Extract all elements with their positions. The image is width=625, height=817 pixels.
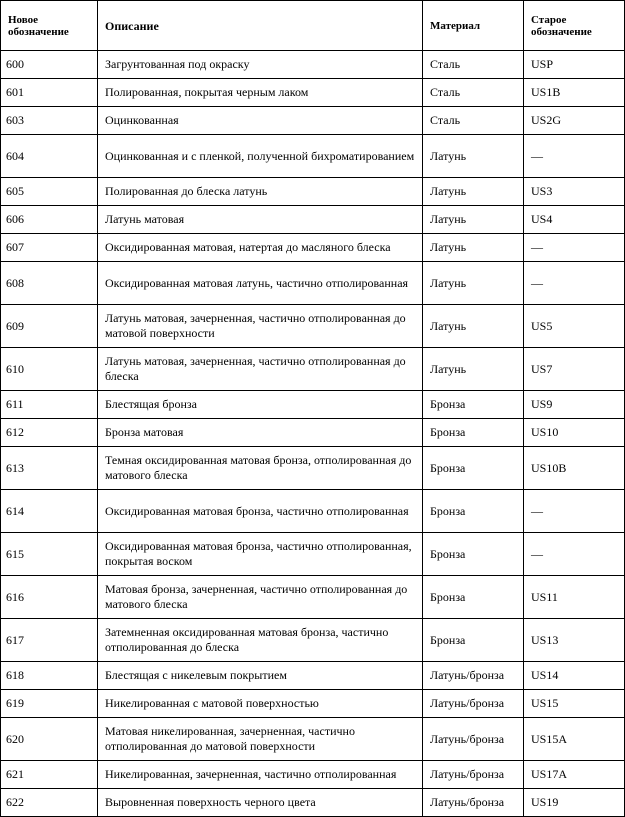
table-row	[1, 447, 625, 490]
cell-old-code: US2G	[524, 107, 625, 135]
cell-material: Латунь/бронза	[423, 718, 524, 761]
cell-description: Загрунтованная под окраску	[98, 51, 423, 79]
cell-material: Латунь	[423, 305, 524, 348]
cell-material: Бронза	[423, 490, 524, 533]
cell-new-code: 612	[1, 419, 98, 447]
cell-description: Никелированная с матовой поверхностью	[98, 690, 423, 718]
cell-material: Бронза	[423, 391, 524, 419]
cell-material: Сталь	[423, 107, 524, 135]
cell-old-code: USP	[524, 51, 625, 79]
cell-material: Латунь	[423, 206, 524, 234]
table-row	[1, 690, 625, 718]
cell-old-code: US19	[524, 789, 625, 817]
table-row	[1, 619, 625, 662]
cell-old-code: —	[524, 135, 625, 178]
cell-new-code: 613	[1, 447, 98, 490]
cell-material: Латунь/бронза	[423, 789, 524, 817]
cell-new-code: 607	[1, 234, 98, 262]
cell-description: Оксидированная матовая бронза, частично отполированная, покрытая воском	[98, 533, 423, 576]
cell-old-code: US1B	[524, 79, 625, 107]
cell-material: Бронза	[423, 419, 524, 447]
cell-description: Матовая бронза, зачерненная, частично отполированная до матового блеска	[98, 576, 423, 619]
cell-description: Блестящая бронза	[98, 391, 423, 419]
cell-new-code: 605	[1, 178, 98, 206]
cell-old-code: US15	[524, 690, 625, 718]
cell-old-code: —	[524, 234, 625, 262]
cell-description: Полированная до блеска латунь	[98, 178, 423, 206]
header-description: Описание	[98, 1, 423, 51]
cell-material: Бронза	[423, 619, 524, 662]
cell-old-code: US17A	[524, 761, 625, 789]
cell-description: Выровненная поверхность черного цвета	[98, 789, 423, 817]
table-row	[1, 662, 625, 690]
table-row	[1, 51, 625, 79]
cell-new-code: 601	[1, 79, 98, 107]
cell-material: Латунь	[423, 262, 524, 305]
cell-old-code: US15A	[524, 718, 625, 761]
cell-material: Бронза	[423, 576, 524, 619]
cell-description: Оцинкованная и с пленкой, полученной бихроматированием	[98, 135, 423, 178]
table-row	[1, 419, 625, 447]
table-row	[1, 135, 625, 178]
table-row	[1, 107, 625, 135]
table-row	[1, 348, 625, 391]
table-row	[1, 490, 625, 533]
cell-description: Латунь матовая, зачерненная, частично отполированная до блеска	[98, 348, 423, 391]
header-old-code: Старое обозначение	[524, 1, 625, 51]
cell-old-code: —	[524, 490, 625, 533]
cell-material: Латунь/бронза	[423, 662, 524, 690]
cell-new-code: 615	[1, 533, 98, 576]
cell-old-code: US4	[524, 206, 625, 234]
cell-material: Латунь	[423, 234, 524, 262]
header-material: Материал	[423, 1, 524, 51]
cell-new-code: 618	[1, 662, 98, 690]
cell-material: Сталь	[423, 79, 524, 107]
table-row	[1, 234, 625, 262]
cell-new-code: 608	[1, 262, 98, 305]
cell-new-code: 606	[1, 206, 98, 234]
cell-old-code: —	[524, 533, 625, 576]
cell-old-code: US13	[524, 619, 625, 662]
cell-old-code: US5	[524, 305, 625, 348]
cell-description: Латунь матовая, зачерненная, частично отполированная до матовой поверхности	[98, 305, 423, 348]
table-row	[1, 262, 625, 305]
cell-old-code: US3	[524, 178, 625, 206]
header-row	[1, 1, 625, 51]
cell-material: Латунь/бронза	[423, 761, 524, 789]
cell-description: Бронза матовая	[98, 419, 423, 447]
table-row	[1, 79, 625, 107]
cell-new-code: 622	[1, 789, 98, 817]
cell-new-code: 617	[1, 619, 98, 662]
table-row	[1, 391, 625, 419]
cell-new-code: 604	[1, 135, 98, 178]
cell-new-code: 610	[1, 348, 98, 391]
cell-new-code: 614	[1, 490, 98, 533]
cell-description: Затемненная оксидированная матовая бронза, частично отполированная до блеска	[98, 619, 423, 662]
cell-new-code: 621	[1, 761, 98, 789]
cell-new-code: 616	[1, 576, 98, 619]
cell-description: Темная оксидированная матовая бронза, отполированная до матового блеска	[98, 447, 423, 490]
cell-description: Оксидированная матовая, натертая до масляного блеска	[98, 234, 423, 262]
cell-old-code: US10	[524, 419, 625, 447]
table-row	[1, 305, 625, 348]
cell-description: Оксидированная матовая бронза, частично отполированная	[98, 490, 423, 533]
cell-material: Латунь/бронза	[423, 690, 524, 718]
cell-description: Блестящая с никелевым покрытием	[98, 662, 423, 690]
cell-material: Латунь	[423, 178, 524, 206]
cell-material: Бронза	[423, 533, 524, 576]
table-row	[1, 789, 625, 817]
header-new-code: Новое обозначение	[1, 1, 98, 51]
cell-new-code: 609	[1, 305, 98, 348]
table-row	[1, 576, 625, 619]
cell-material: Бронза	[423, 447, 524, 490]
cell-description: Полированная, покрытая черным лаком	[98, 79, 423, 107]
table-row	[1, 718, 625, 761]
cell-old-code: —	[524, 262, 625, 305]
cell-new-code: 619	[1, 690, 98, 718]
cell-new-code: 603	[1, 107, 98, 135]
table-row	[1, 178, 625, 206]
cell-old-code: US11	[524, 576, 625, 619]
cell-description: Матовая никелированная, зачерненная, частично отполированная до матовой поверхности	[98, 718, 423, 761]
cell-old-code: US7	[524, 348, 625, 391]
table-row	[1, 206, 625, 234]
cell-old-code: US9	[524, 391, 625, 419]
cell-material: Латунь	[423, 348, 524, 391]
cell-material: Сталь	[423, 51, 524, 79]
cell-new-code: 600	[1, 51, 98, 79]
cell-new-code: 611	[1, 391, 98, 419]
table-row	[1, 533, 625, 576]
cell-description: Латунь матовая	[98, 206, 423, 234]
table-row	[1, 761, 625, 789]
cell-description: Оцинкованная	[98, 107, 423, 135]
cell-old-code: US14	[524, 662, 625, 690]
cell-material: Латунь	[423, 135, 524, 178]
cell-description: Оксидированная матовая латунь, частично отполированная	[98, 262, 423, 305]
cell-description: Никелированная, зачерненная, частично отполированная	[98, 761, 423, 789]
cell-new-code: 620	[1, 718, 98, 761]
cell-old-code: US10B	[524, 447, 625, 490]
